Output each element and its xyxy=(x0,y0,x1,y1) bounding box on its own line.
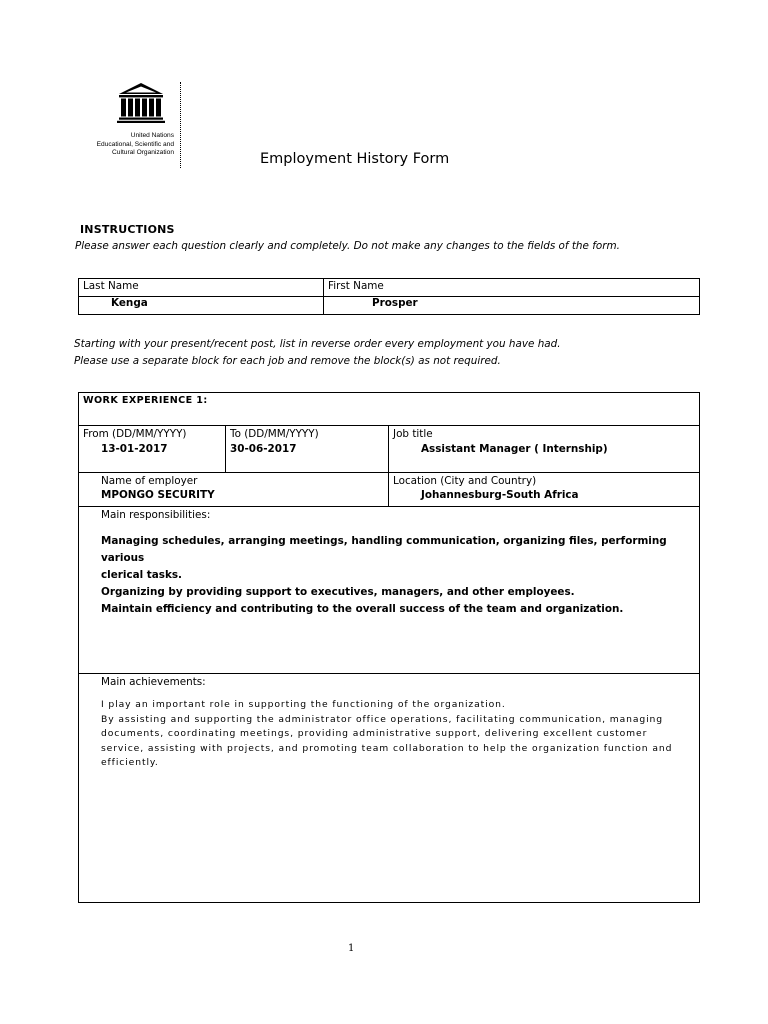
location-value: Johannesburg-South Africa xyxy=(421,489,579,501)
achievement-line: I play an important role in supporting the functioning of the organization. xyxy=(101,699,506,710)
employer-cell[interactable] xyxy=(79,473,389,507)
last-name-value: Kenga xyxy=(111,297,148,309)
job-title-label: Job title xyxy=(393,428,433,440)
unesco-logo xyxy=(86,82,186,168)
achievement-line: By assisting and supporting the administrator office operations, facilitating communication, managing xyxy=(101,713,664,725)
start-note xyxy=(74,336,561,370)
achievements-cell[interactable] xyxy=(79,674,700,903)
last-name-label: Last Name xyxy=(79,279,324,297)
responsibilities-cell[interactable] xyxy=(79,507,700,674)
page-number: 1 xyxy=(348,943,355,954)
responsibility-line: clerical tasks. xyxy=(101,569,183,581)
start-note-line: Please use a separate block for each job and remove the block(s) as not required. xyxy=(74,355,501,367)
name-table xyxy=(78,278,700,315)
logo-caption-line: Cultural Organization xyxy=(112,149,174,156)
logo-caption-line: United Nations xyxy=(130,132,174,139)
to-date-cell[interactable] xyxy=(226,426,389,473)
job-title-cell[interactable] xyxy=(389,426,700,473)
employer-value: MPONGO SECURITY xyxy=(101,489,215,501)
logo-dotted-divider xyxy=(180,82,183,168)
first-name-label: First Name xyxy=(324,279,700,297)
from-date-cell[interactable] xyxy=(79,426,226,473)
responsibilities-label: Main responsibilities: xyxy=(101,509,211,521)
responsibility-line: Managing schedules, arranging meetings, handling communication, organizing files, performing various xyxy=(101,535,667,564)
from-date-value: 13-01-2017 xyxy=(101,443,168,455)
page-title: Employment History Form xyxy=(260,151,450,167)
work-experience-heading: WORK EXPERIENCE 1: xyxy=(79,393,700,426)
location-label: Location (City and Country) xyxy=(393,475,537,487)
last-name-field[interactable] xyxy=(79,297,324,315)
logo-caption xyxy=(86,132,174,158)
instructions-text: Please answer each question clearly and completely. Do not make any changes to the fields of the form. xyxy=(75,240,620,252)
achievement-line: efficiently. xyxy=(101,757,159,768)
employer-label: Name of employer xyxy=(101,475,198,487)
logo-caption-line: Educational, Scientific and xyxy=(96,140,174,148)
work-experience-table xyxy=(78,392,700,903)
unesco-temple-icon xyxy=(116,82,166,134)
achievement-line: service, assisting with projects, and promoting team collaboration to help the organization function and xyxy=(101,742,673,754)
instructions-heading: INSTRUCTIONS xyxy=(80,223,175,236)
to-date-label: To (DD/MM/YYYY) xyxy=(230,428,319,440)
first-name-value: Prosper xyxy=(372,297,418,309)
job-title-value: Assistant Manager ( Internship) xyxy=(421,443,608,455)
first-name-field[interactable] xyxy=(324,297,700,315)
responsibility-line: Organizing by providing support to executives, managers, and other employees. xyxy=(101,586,575,598)
from-date-label: From (DD/MM/YYYY) xyxy=(83,428,187,440)
responsibility-line: Maintain efficiency and contributing to the overall success of the team and organization. xyxy=(101,603,624,615)
achievement-line: documents, coordinating meetings, providing administrative support, delivering excellent customer xyxy=(101,728,648,739)
start-note-line: Starting with your present/recent post, list in reverse order every employment you have had. xyxy=(74,338,561,350)
achievements-label: Main achievements: xyxy=(101,676,206,688)
location-cell[interactable] xyxy=(389,473,700,507)
to-date-value: 30-06-2017 xyxy=(230,443,297,455)
